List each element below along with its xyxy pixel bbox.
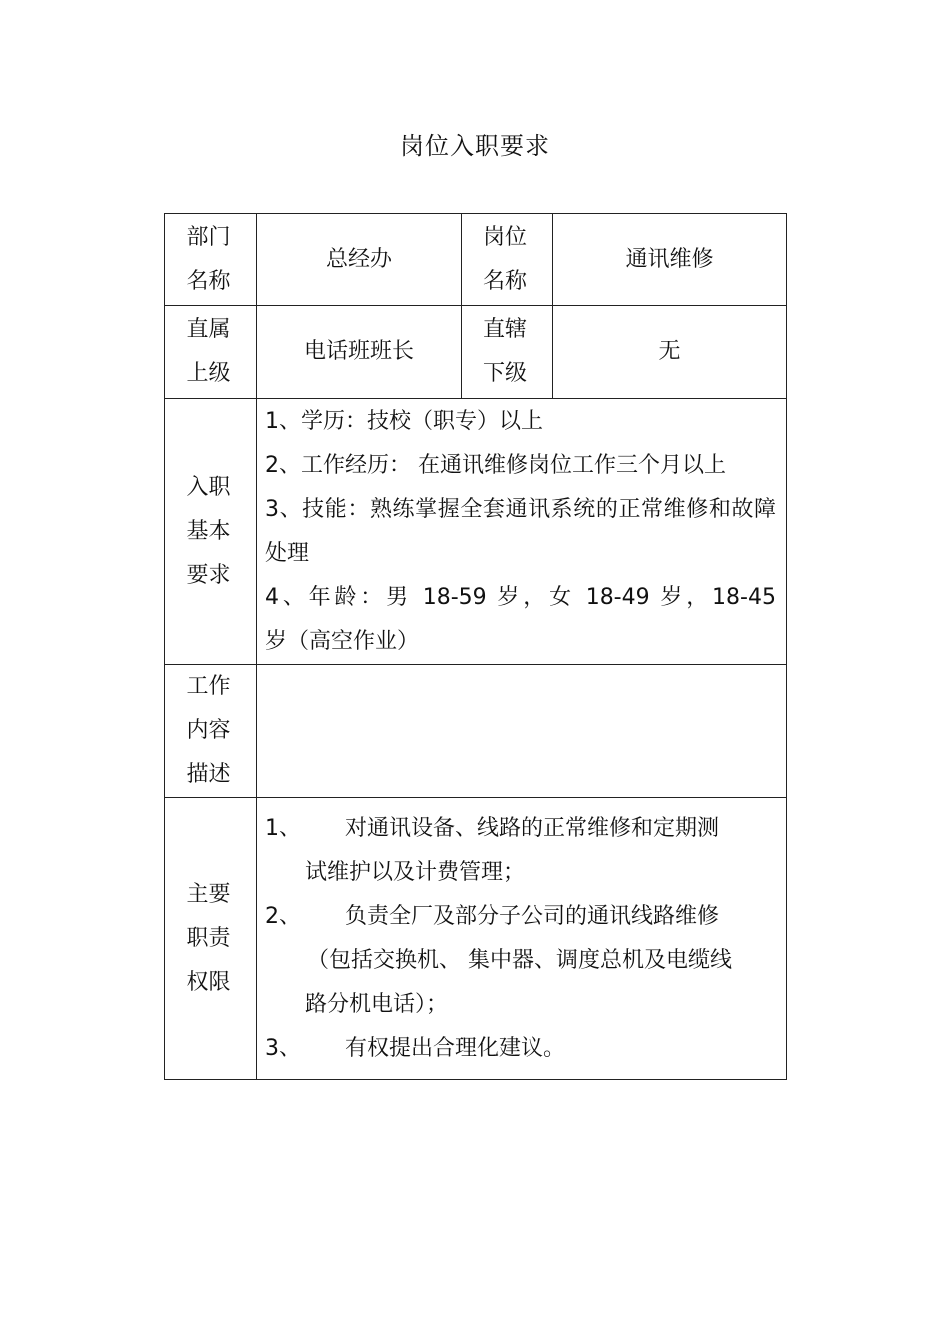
duty-number: 1、 [265,815,301,841]
duty-number: 3、 [265,1035,301,1061]
requirement-skills: 3、技能：熟练掌握全套通讯系统的正常维修和故障处理 [265,496,776,566]
duty-text: 有权提出合理化建议。 [345,1035,566,1061]
duties-label-cell [165,798,257,1080]
position-value: 通讯维修 [553,214,787,306]
job-requirements-table [164,213,787,1080]
duty-item [265,895,776,939]
subordinate-label: 直辖下级 [483,317,528,386]
department-label: 部门名称 [186,224,231,294]
work-description-label-cell [165,665,257,798]
duty-text-continued: 路分机电话）； [305,991,449,1017]
header-row-superior [165,306,787,399]
subordinate-label-cell [462,306,553,399]
position-label: 岗位名称 [483,224,528,294]
requirements-row [165,399,787,665]
duty-item [265,1027,776,1071]
work-description-row [165,665,787,798]
duty-number: 2、 [265,903,301,929]
duties-list [257,798,787,1080]
requirements-label: 入职基本要求 [186,474,231,588]
position-label-cell [462,214,553,306]
superior-label-cell [165,306,257,399]
page-title: 岗位入职要求 [400,132,550,160]
subordinate-value: 无 [553,306,787,399]
requirement-age-note: 岁（高空作业） [265,628,420,654]
duty-text: 负责全厂及部分子公司的通讯线路维修 [345,903,720,929]
duties-row [165,798,787,1080]
requirement-age: 4、年龄：男 18-59 岁，女 18-49 岁，18-45 [265,584,776,610]
department-label-cell [165,214,257,306]
superior-label: 直属上级 [186,317,231,386]
duty-text-continued: （包括交换机、 集中器、调度总机及电缆线 [307,947,732,973]
requirements-list [257,399,787,665]
department-value: 总经办 [257,214,462,306]
duty-text-continued: 试维护以及计费管理； [305,859,526,885]
requirements-label-cell [165,399,257,665]
header-row-department [165,214,787,306]
duty-item [265,807,776,851]
work-description-value [257,665,787,798]
requirement-experience: 2、工作经历： 在通讯维修岗位工作三个月以上 [265,452,726,478]
duty-text: 对通讯设备、线路的正常维修和定期测 [345,815,720,841]
superior-value: 电话班班长 [257,306,462,399]
work-description-label: 工作内容描述 [186,674,231,787]
duties-label: 主要职责权限 [186,881,231,995]
requirement-education: 1、学历：技校（职专）以上 [265,408,543,434]
